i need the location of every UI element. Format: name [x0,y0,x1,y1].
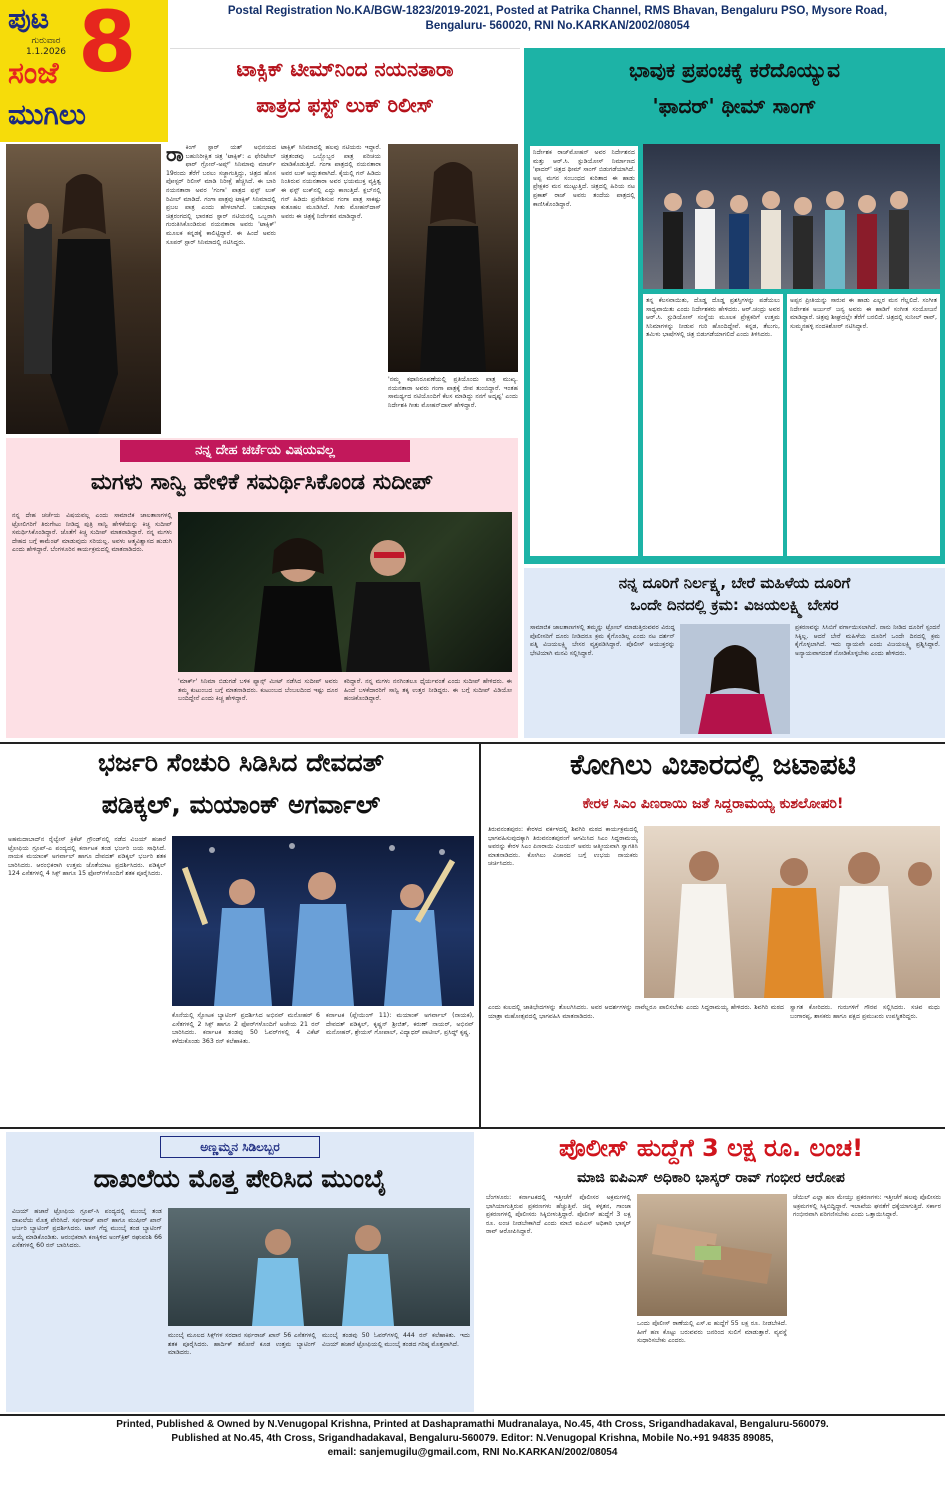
police-body-col1: ಬೆಂಗಳೂರು: ಕರ್ನಾಟಕದಲ್ಲಿ ಇತ್ತೀಚೆಗೆ ಪೊಲೀಸರ ಅಕ್ರಮಗಳಲ್ಲಿ ಭಾಗಿಯಾಗುತ್ತಿರುವ ಪ್ರಕರಣಗಳು ಹೆಚ್ಚುತ್ತಿವೆ. ಚಿನ್ನ ಕಳ್ಳತನ, ಗಾಂಜಾ ಪ್ರಕರಣಗಳಲ್ಲಿ ಪೊಲೀಸರು ಸಿಕ್ಕಿಬೀಳುತ್ತಿದ್ದಾರೆ. ಪೊಲೀಸ್ ಹುದ್ದೆಗೆ 3 ಲಕ್ಷ ರೂ. ಲಂಚ ನೀಡಬೇಕಾಗಿದೆ ಎಂದು ಮಾಜಿ ಐಪಿಎಸ್ ಅಧಿಕಾರಿ ಭಾಸ್ಕರ್ ರಾವ್ ಆರೋಪಿಸಿದ್ದಾರೆ. [486,1194,631,1236]
sudeep-kicker: ನನ್ನ ದೇಹ ಚರ್ಚೆಯ ವಿಷಯವಲ್ಲ [120,440,410,462]
padikkal-players-illustration [172,836,474,1006]
nayanthara-headline-line1: ಟಾಕ್ಸಿಕ್ ಟೀಮ್‌ನಿಂದ ನಯನತಾರಾ [236,57,454,81]
footer [0,1418,945,1460]
issue-day: ಗುರುವಾರ [31,36,61,46]
mumbai-kicker: ಅಣ್ಣಮ್ಮನ ಸಿಡಿಲಬ್ಬರ [160,1136,320,1158]
sudeep-photo [178,512,512,672]
paper-name-line2: ಮುಗಿಲು [8,98,86,131]
nayanthara-headline-line2: ಪಾತ್ರದ ಫಸ್ಟ್ ಲುಕ್ ರಿಲೀಸ್ [256,93,434,117]
siddaramaiah-subhead: ಕೇರಳ ಸಿಎಂ ಪಿಣರಾಯಿ ಜತೆ ಸಿದ್ದರಾಮಯ್ಯ ಕುಶಲೋಪರಿ! [582,796,844,812]
nayanthara-photo-large [6,144,161,434]
vijayalakshmi-headline-line2: ಒಂದೇ ದಿನದಲ್ಲಿ ಕ್ರಮ: ವಿಜಯಲಕ್ಷ್ಮಿ ಬೇಸರ [630,596,839,614]
issue-date: 1.1.2026 [25,47,67,57]
sudeep-body-col2: 'ಮಾರ್ಕ್' ಸಿನಿಮಾ ಬಿಡುಗಡೆ ಬಳಿಕ ಫ್ಯಾನ್ಸ್ ಮೀಟ್ ನಡೆಸಿದ ಸುದೀಪ್ ಅವರು ತಮ್ಮ ಕುಟುಂಬದ ಬಗ್ಗೆ ಮಾತನಾಡಿದರು. ಕುಟುಂಬದ ಬೆಂಬಲದಿಂದ ಇಷ್ಟು ದೂರ ಬಂದಿದ್ದೇನೆ ಎಂದು ಕಿಚ್ಚ ಹೇಳಿದ್ದಾರೆ. [178,678,338,703]
padikkal-body-col1: ಅಹಮದಾಬಾದ್‌ನ ರೈಲ್ವೇಸ್ ಕ್ರಿಕೆಟ್ ಗ್ರೌಂಡ್‌ನಲ್ಲಿ ನಡೆದ ವಿಜಯ್ ಹಜಾರೆ ಟ್ರೋಫಿಯ ಗ್ರೂಪ್-ಎ ಪಂದ್ಯದಲ್ಲಿ ಕರ್ನಾಟಕ ತಂಡ ಭರ್ಜರಿ ಜಯ ಸಾಧಿಸಿದೆ. ನಾಯಕ ಮಯಾಂಕ್ ಅಗರ್ವಾಲ್ ಹಾಗೂ ದೇವದತ್ ಪಡಿಕ್ಕಲ್ ಭರ್ಜರಿ ಶತಕ ಬಾರಿಸಿದರು. ಆರಂಭಿಕರಾಗಿ ಉತ್ತಮ ಜೊತೆಯಾಟ ಪ್ರದರ್ಶಿಸಿದರು. ಪಡಿಕ್ಕಲ್ 124 ಎಸೆತಗಳಲ್ಲಿ 4 ಸಿಕ್ಸ್ ಹಾಗೂ 15 ಫೋರ್‌ಗಳೊಂದಿಗೆ ಶತಕ ಪೂರೈಸಿದರು. [8,836,166,878]
masthead [0,0,168,142]
father-song-headline-line1: ಭಾವುಕ ಪ್ರಪಂಚಕ್ಕೆ ಕರೆದೊಯ್ಯುವ [629,58,840,82]
father-song-team-illustration [643,144,940,289]
mumbai-players-illustration [168,1208,470,1326]
vijayalakshmi-portrait-illustration [680,624,790,734]
page-label: ಪುಟ [8,2,50,35]
siddaramaiah-greeting-illustration [644,826,940,998]
nayanthara-photo-small [388,144,518,372]
sudeep-headline: ಮಗಳು ಸಾನ್ವಿ ಹೇಳಿಕೆ ಸಮರ್ಥಿಸಿಕೊಂಡ ಸುದೀಪ್ [90,470,434,495]
footer-line-1: Printed, Published & Owned by N.Venugopal Krishna, Printed at Dashapramathi Mudranalaya, No.45, 4th Cross, Srigandhadakaval, Bengaluru-560079. [116,1419,829,1430]
siddaramaiah-body-col2: ಎಂದು ಕುಲದಲ್ಲಿ ಜಾತಿಭೇದಗಳನ್ನು ತೊಲಗಿಸಿದರು. ಅವರ ಆದರ್ಶಗಳನ್ನು ನಾವೆಲ್ಲರೂ ಪಾಲಿಸಬೇಕು ಎಂದು ಸಿದ್ದರಾಮಯ್ಯ ಹೇಳಿದರು. ಶಿವಗಿರಿ ಮಠದ ಯಾತ್ರಾ ಮಹೋತ್ಸವದಲ್ಲಿ ಭಾಗವಹಿಸಿ ಮಾತನಾಡಿದರು. [488,1004,784,1020]
nayanthara-headline-box [170,48,520,140]
vijayalakshmi-headline-line1: ನನ್ನ ದೂರಿಗೆ ನಿರ್ಲಕ್ಷ್ಯ, ಬೇರೆ ಮಹಿಳೆಯ ದೂರಿಗೆ [618,574,851,592]
nayanthara-body-col3: 'ನಮ್ಮ ಕಥಾನಿರೂಪಣೆಯಲ್ಲಿ ಪ್ರತಿಯೊಂದು ಪಾತ್ರ ಮುಖ್ಯ. ನಯನತಾರಾ ಅವರು ಗಂಗಾ ಪಾತ್ರಕ್ಕೆ ಜೀವ ತುಂಬಿದ್ದಾರೆ. ಇಂತಹ ಸಾಮರ್ಥ್ಯದ ನಟಿಯೊಂದಿಗೆ ಕೆಲಸ ಮಾಡಿದ್ದು ನನಗೆ ಅದೃಷ್ಟ' ಎಂದು ನಿರ್ದೇಶಕಿ ಗೀತು ಮೋಹನ್‌ದಾಸ್ ಹೇಳಿದ್ದಾರೆ. [388,376,518,409]
mumbai-body-col1: ವಿಜಯ್ ಹಜಾರೆ ಟ್ರೋಫಿಯ ಗ್ರೂಪ್-ಸಿ ಪಂದ್ಯದಲ್ಲಿ ಮುಂಬೈ ತಂಡ ದಾಖಲೆಯ ಮೊತ್ತ ಪೇರಿಸಿದೆ. ಸರ್ಫರಾಜ್ ಖಾನ್ ಹಾಗೂ ಮುಷೀರ್ ಖಾನ್ ಭರ್ಜರಿ ಬ್ಯಾಟಿಂಗ್ ಪ್ರದರ್ಶಿಸಿದರು. ಟಾಸ್ ಗೆದ್ದ ಮುಂಬೈ ತಂಡ ಬ್ಯಾಟಿಂಗ್ ಆಯ್ಕೆ ಮಾಡಿಕೊಂಡಿತು. ಆರಂಭಿಕರಾಗಿ ಕಣಕ್ಕಿಳಿದ ಅಂಗ್‌ಕ್ರಿಶ್ ರಘುವಂಶಿ 66 ಎಸೆತಗಳಲ್ಲಿ 60 ರನ್ ಬಾರಿಸಿದರು. [12,1208,162,1250]
police-headline: ಪೊಲೀಸ್ ಹುದ್ದೆಗೆ 3 ಲಕ್ಷ ರೂ. ಲಂಚ! [558,1134,864,1162]
postal-registration [170,4,945,34]
father-song-headline-box [524,48,945,140]
vijayalakshmi-body-col2: ಪ್ರಕರಣವನ್ನು ಸಿಸಿಬಿಗೆ ವರ್ಗಾಯಿಸಲಾಗಿದೆ. ನಾನು ನೀಡಿದ ದೂರಿಗೆ ಸ್ಪಂದನೆ ಸಿಕ್ಕಿಲ್ಲ. ಆದರೆ ಬೇರೆ ಮಹಿಳೆಯ ದೂರಿಗೆ ಒಂದೇ ದಿನದಲ್ಲಿ ಕ್ರಮ ಕೈಗೊಳ್ಳಲಾಗಿದೆ. ಇದು ನ್ಯಾಯವೇ ಎಂದು ವಿಜಯಲಕ್ಷ್ಮಿ ಪ್ರಶ್ನಿಸಿದ್ದಾರೆ. ಅನ್ಯಾಯವಾಗದಂತೆ ನೋಡಿಕೊಳ್ಳಬೇಕು ಎಂದು ಹೇಳಿದರು. [795,624,940,657]
nayanthara-portrait-illustration [388,144,518,372]
padikkal-body-col2: ಕೊನೆಯಲ್ಲಿ ಸ್ಫೋಟಕ ಬ್ಯಾಟಿಂಗ್ ಪ್ರದರ್ಶಿಸಿದ ಅಭಿನವ್ ಮನೋಹರ್ 6 ಎಸೆತಗಳಲ್ಲಿ 2 ಸಿಕ್ಸ್ ಹಾಗೂ 2 ಫೋರ್‌ಗಳೊಂದಿಗೆ ಅಜೇಯ 21 ರನ್ ಬಾರಿಸಿದರು. ಕರ್ನಾಟಕ ತಂಡವು 50 ಓವರ್‌ಗಳಲ್ಲಿ 4 ವಿಕೆಟ್ ಕಳೆದುಕೊಂಡು 363 ರನ್ ಕಲೆಹಾಕಿತು. [172,1012,320,1045]
sudeep-portrait-illustration [178,512,512,672]
vijayalakshmi-body-col1: ಸಾಮಾಜಿಕ ಜಾಲತಾಣಗಳಲ್ಲಿ ತಮ್ಮನ್ನು ಟ್ರೋಲ್ ಮಾಡುತ್ತಿರುವವರ ವಿರುದ್ಧ ಪೊಲೀಸರಿಗೆ ದೂರು ನೀಡಿದರೂ ಕ್ರಮ ಕೈಗೊಂಡಿಲ್ಲ ಎಂದು ನಟ ದರ್ಶನ್ ಪತ್ನಿ ವಿಜಯಲಕ್ಷ್ಮಿ ಬೇಸರ ವ್ಯಕ್ತಪಡಿಸಿದ್ದಾರೆ. ಪೊಲೀಸ್ ಆಯುಕ್ತರನ್ನು ಭೇಟಿಯಾಗಿ ಮನವಿ ಸಲ್ಲಿಸಿದ್ದಾರೆ. [530,624,675,657]
mumbai-headline: ದಾಖಲೆಯ ಮೊತ್ತ ಪೇರಿಸಿದ ಮುಂಬೈ [93,1164,387,1193]
mumbai-photo [168,1208,470,1326]
police-body-col3: ಚೆಯಿಲ್ ಎಲ್ಲಾ ಹಣ ಮೇಯ್ತು ಪ್ರಕರಣಗಳು: ಇತ್ತೀಚೆಗೆ ಹಲವು ಪೊಲೀಸರು ಅಕ್ರಮಗಳಲ್ಲಿ ಸಿಕ್ಕಿಬಿದ್ದಿದ್ದಾರೆ. ಇಲಾಖೆಯ ಘನತೆಗೆ ಧಕ್ಕೆಯಾಗುತ್ತಿದೆ. ಸರ್ಕಾರ ಗಂಭೀರವಾಗಿ ಪರಿಗಣಿಸಬೇಕು ಎಂದು ಒತ್ತಾಯಿಸಿದ್ದಾರೆ. [793,1194,941,1219]
sudeep-body-col3: ಕರಿದ್ದಾರೆ. ನನ್ನ ಮಗಳು ನನಗಿಂತಲೂ ಧೈರ್ಯವಂತೆ ಎಂದು ಸುದೀಪ್ ಹೇಳಿದರು. ಈ ಹಿಂದೆ ಬಳಕೆದಾರರಿಗೆ ಸಾನ್ವಿ ತಕ್ಕ ಉತ್ತರ ನೀಡಿದ್ದರು. ಈ ಬಗ್ಗೆ ಸುದೀಪ್ ವಿಡಿಯೋ ಹಂಚಿಕೊಂಡಿದ್ದಾರೆ. [344,678,512,703]
vijayalakshmi-photo [680,624,790,734]
nayanthara-body-col1 [166,144,276,434]
section-divider-horizontal-2 [0,1127,945,1129]
father-song-body-col2: ತನ್ನ ಕೆಲಸವಾಯಿತು, ದೊಡ್ಡ ದೊಡ್ಡ ಪ್ರಶಸ್ತಿಗಳನ್ನು ಪಡೆಯಲು ಸಾಧ್ಯವಾಯಿತು ಎಂದು ನಿರ್ದೇಶಕರು ಹೇಳಿದರು. ಆರ್.ಚಂದ್ರು ಅವರ ಆರ್.ಸಿ. ಸ್ಟುಡಿಯೋಸ್ ಸಂಸ್ಥೆಯ ಮೂಲಕ ಪ್ರೇಕ್ಷಕರಿಗೆ ಉತ್ತಮ ಸಿನಿಮಾಗಳನ್ನು ನೀಡುವ ಗುರಿ ಹೊಂದಿದ್ದೇವೆ. ಕನ್ನಡ, ತೆಲುಗು, ತಮಿಳು ಭಾಷೆಗಳಲ್ಲಿ ಚಿತ್ರ ಬಿಡುಗಡೆಯಾಗಲಿದೆ ಎಂದು ತಿಳಿಸಿದರು. [643,294,783,556]
police-body-col2: ಒಂದು ಪೊಲೀಸ್ ಠಾಣೆಯಲ್ಲಿ ಎಸ್.ಐ ಹುದ್ದೆಗೆ 55 ಲಕ್ಷ ರೂ. ನೀಡಬೇಕಿದೆ. ಹೀಗೆ ಹಣ ಕೊಟ್ಟು ಬರುವವರು ಜನರಿಂದ ಸುಲಿಗೆ ಮಾಡುತ್ತಾರೆ. ವ್ಯವಸ್ಥೆ ಸುಧಾರಿಸಬೇಕು ಎಂದರು. [637,1320,787,1345]
footer-divider [0,1414,945,1416]
page-number: 8 [78,0,137,91]
postal-line-2: Bengaluru- 560020, RNI No.KARKAN/2002/08054 [425,20,690,32]
mumbai-body-col2: ಮುಂಬೈ ಮೂಲದ ಸಿಕ್ಸ್‌ಗಳ ಸರದಾರ ಸರ್ಫರಾಜ್ ಖಾನ್ 56 ಎಸೆತಗಳಲ್ಲಿ ಶತಕ ಪೂರೈಸಿದರು. ಹಾರ್ದಿಕ್ ತಮೋರೆ ಕೂಡ ಉತ್ತಮ ಬ್ಯಾಟಿಂಗ್ ಮಾಡಿದರು. [168,1332,316,1357]
footer-line-2: Published at No.45, 4th Cross, Srigandhadakaval, Bengaluru-560079. Editor: N.Venugopal Krishna, Mobile No.+91 94835 89085, [171,1433,774,1444]
police-subhead: ಮಾಜಿ ಐಪಿಎಸ್ ಅಧಿಕಾರಿ ಭಾಸ್ಕರ್ ರಾವ್ ಗಂಭೀರ ಆರೋಪ [577,1170,845,1186]
police-photo [637,1194,787,1316]
sudeep-body-col1: ನನ್ನ ದೇಹ ಚರ್ಚೆಯ ವಿಷಯವಲ್ಲ ಎಂದು ಸಾಮಾಜಿಕ ಜಾಲತಾಣಗಳಲ್ಲಿ ಟ್ರೋಲಿಗರಿಗೆ ತಿರುಗೇಟು ನೀಡಿದ್ದ ಪುತ್ರಿ ಸಾನ್ವಿ ಹೇಳಿಕೆಯನ್ನು ಕಿಚ್ಚ ಸುದೀಪ್ ಸಮರ್ಥಿಸಿಕೊಂಡಿದ್ದಾರೆ. ಜೊತೆಗೆ ಕಿಚ್ಚ ಸುದೀಪ್ ಮಾತನಾಡಿದ್ದಾರೆ. ನನ್ನ ಮಗಳು ದೇಹದ ಬಗ್ಗೆ ಕಾಮೆಂಟ್ ಮಾಡುವುದು ಸರಿಯಲ್ಲ. ಅವಳು ಆತ್ಮವಿಶ್ವಾಸದ ಹುಡುಗಿ ಎಂದು ಹೇಳಿದ್ದಾರೆ. ಬೆಂಗಳೂರಿನ ಕಾರ್ಯಕ್ರಮದಲ್ಲಿ ಮಾತನಾಡಿದರು. [12,512,172,554]
padikkal-headline-line2: ಪಡಿಕ್ಕಲ್, ಮಯಾಂಕ್ ಅಗರ್ವಾಲ್ [101,790,381,819]
siddaramaiah-body-col3: ಸ್ವಾಗತ ಕೋರಿದರು. ಗುರುಗಳಿಗೆ ಗೌರವ ಸಲ್ಲಿಸಿದರು. ಸಚಿವ ಮಧು ಬಂಗಾರಪ್ಪ, ಶಾಸಕರು ಹಾಗೂ ಪಕ್ಷದ ಪ್ರಮುಖರು ಉಪಸ್ಥಿತರಿದ್ದರು. [790,1004,940,1020]
father-song-body-col1: ನಿರ್ದೇಶಕ ರಾಜ್‌ಮೋಹನ್ ಅವರ ನಿರ್ದೇಶನದ ಮತ್ತು ಆರ್.ಸಿ. ಸ್ಟುಡಿಯೋಸ್ ನಿರ್ಮಾಣದ 'ಫಾದರ್' ಚಿತ್ರದ ಥೀಮ್ ಸಾಂಗ್ ಬಿಡುಗಡೆಯಾಗಿದೆ. ಅಪ್ಪ ಮಗನ ಸಂಬಂಧದ ಕುರಿತಾದ ಈ ಹಾಡು ಪ್ರೇಕ್ಷಕರ ಮನ ಮುಟ್ಟುತ್ತಿದೆ. ಚಿತ್ರದಲ್ಲಿ ಹಿರಿಯ ನಟ ಪ್ರಕಾಶ್ ರಾಜ್ ಅವರು ತಂದೆಯ ಪಾತ್ರದಲ್ಲಿ ಕಾಣಿಸಿಕೊಂಡಿದ್ದಾರೆ. [530,146,638,556]
nayanthara-drop-cap: ರಾ [166,144,184,166]
nayanthara-figure-illustration [6,144,161,434]
nayanthara-body-col2: ಟಾಕ್ಸಿಕ್ ಸಿನಿಮಾದಲ್ಲಿ ಹಲವು ನಟಿಯರು ಇದ್ದಾರೆ. ಚಿತ್ರತಂಡವು ಒಬ್ಬೊಬ್ಬರ ಪಾತ್ರ ಪರಿಚಯ ಮಾಡಿಕೊಡುತ್ತಿದೆ. ಗಂಗಾ ಪಾತ್ರದಲ್ಲಿ ನಯನತಾರಾ ಅವರ ಲುಕ್ ಅದ್ಭುತವಾಗಿದೆ. ಕೈಯಲ್ಲಿ ಗನ್ ಹಿಡಿದು ನಿಂತಿರುವ ನಯನತಾರಾ ಅವರ ಭಯಮುಕ್ತ ವ್ಯಕ್ತಿತ್ವ ಈ ಫಸ್ಟ್ ಲುಕ್‌ನಲ್ಲಿ ಎದ್ದು ಕಾಣುತ್ತಿದೆ. ಕ್ಲಬ್‌ನಲ್ಲಿ ಗನ್ ಹಿಡಿದು ಪ್ರವೇಶಿಸುವ ಗಂಗಾ ಪಾತ್ರ ಸಾಕಷ್ಟು ಕುತೂಹಲ ಮೂಡಿಸಿದೆ. ಗೀತು ಮೋಹನ್‌ದಾಸ್ ಅವರು ಈ ಚಿತ್ರಕ್ಕೆ ನಿರ್ದೇಶನ ಮಾಡಿದ್ದಾರೆ. [281,144,381,220]
father-song-headline-line2: 'ಫಾದರ್' ಥೀಮ್ ಸಾಂಗ್ [652,94,817,118]
section-divider-vertical [479,744,481,1128]
mumbai-body-col3: ಮುಂಬೈ ತಂಡವು 50 ಓವರ್‌ಗಳಲ್ಲಿ 444 ರನ್ ಕಲೆಹಾಕಿತು. ಇದು ವಿಜಯ್ ಹಜಾರೆ ಟ್ರೋಫಿಯಲ್ಲಿ ಮುಂಬೈ ತಂಡದ ಗರಿಷ್ಠ ಮೊತ್ತವಾಗಿದೆ. [322,1332,470,1348]
padikkal-body-col3: ಕರ್ನಾಟಕ (ಪ್ಲೇಯಿಂಗ್ 11): ಮಯಾಂಕ್ ಅಗರ್ವಾಲ್ (ನಾಯಕ), ದೇವದತ್ ಪಡಿಕ್ಕಲ್, ಕೃಷ್ಣನ್ ಶ್ರೀಜಿತ್, ಕರುಣ್ ನಾಯರ್, ಅಭಿನವ್ ಮನೋಹರ್, ಶ್ರೇಯಸ್ ಗೋಪಾಲ್, ವಿದ್ಯಾಧರ್ ಪಾಟೀಲ್, ಪ್ರಸಿದ್ಧ್ ಕೃಷ್ಣ. [326,1012,474,1037]
postal-line-1: Postal Registration No.KA/BGW-1823/2019-2021, Posted at Patrika Channel, RMS Bhavan, Bengaluru PSO, Mysore Road, [227,5,888,17]
father-song-photo [643,144,940,289]
footer-line-3: email: sanjemugilu@gmail.com, RNI No.KARKAN/2002/08054 [327,1447,618,1458]
siddaramaiah-body-col1: ತಿರುವನಂತಪುರಂ: ಕೇರಳದ ವರ್ಕಳದಲ್ಲಿ ಶಿವಗಿರಿ ಮಠದ ಕಾರ್ಯಕ್ರಮದಲ್ಲಿ ಭಾಗವಹಿಸುವುದಕ್ಕಾಗಿ ತಿರುವನಂತಪುರಂಗೆ ಆಗಮಿಸಿದ ಸಿಎಂ ಸಿದ್ದರಾಮಯ್ಯ ಅವರನ್ನು ಕೇರಳ ಸಿಎಂ ಪಿಣರಾಯಿ ವಿಜಯನ್ ಅವರು ಆತ್ಮೀಯವಾಗಿ ಸ್ವಾಗತಿಸಿ ಮಾತನಾಡಿದರು. ಕೋಗಿಲು ವಿಚಾರದ ಬಗ್ಗೆ ಉಭಯ ನಾಯಕರು ಚರ್ಚಿಸಿದರು. [488,826,638,868]
section-divider-horizontal [0,742,945,744]
padikkal-photo [172,836,474,1006]
padikkal-headline-line1: ಭರ್ಜರಿ ಸೆಂಚುರಿ ಸಿಡಿಸಿದ ದೇವದತ್ [97,748,385,777]
nayanthara-col1-text: ಕಿಂಗ್ ಸ್ಟಾರ್ ಯಶ್ ಅಭಿನಯದ ಬಹುನಿರೀಕ್ಷಿತ ಚಿತ್ರ 'ಟಾಕ್ಸಿಕ್: ಎ ಫೇರಿಟೇಲ್ ಫಾರ್ ಗ್ರೋನ್-ಅಪ್ಸ್' ಸಿನಿಮಾವು ಮಾರ್ಚ್ 19ರಂದು ತೆರೆಗೆ ಬರಲು ಸಜ್ಜಾಗುತ್ತಿದ್ದು, ಚಿತ್ರದ ಹೊಸ ಪೋಸ್ಟರ್ ರಿಲೀಸ್ ಮಾಡಿ ನಿರೀಕ್ಷೆ ಹೆಚ್ಚಿಸಿದೆ. ಈ ಬಾರಿ ನಯನತಾರಾ ಅವರ 'ಗಂಗಾ' ಪಾತ್ರದ ಫಸ್ಟ್ ಲುಕ್ ರಿವೀಲ್ ಮಾಡಿದೆ. ಗಂಗಾ ಪಾತ್ರವು ಟಾಕ್ಸಿಕ್ ಸಿನಿಮಾದಲ್ಲಿ ಪ್ರಬಲ ಪಾತ್ರ ಎಂದು ಹೇಳಲಾಗಿದೆ. ಬಹುಭಾಷಾ ಚಿತ್ರರಂಗದಲ್ಲಿ ಭಾರತದ ಸ್ಟಾರ್ ನಟಿಯರಲ್ಲಿ ಒಬ್ಬರಾಗಿ ಗುರುತಿಸಿಕೊಂಡಿರುವ ನಯನತಾರಾ ಅವರು 'ಟಾಕ್ಸಿಕ್' ಮೂಲಕ ಕನ್ನಡಕ್ಕೆ ಕಾಲಿಟ್ಟಿದ್ದಾರೆ. ಈ ಹಿಂದೆ ಅವರು ಸೂಪರ್ ಸ್ಟಾರ್ ಸಿನಿಮಾದಲ್ಲಿ ನಟಿಸಿದ್ದರು. [166,144,276,246]
siddaramaiah-headline: ಕೋಗಿಲು ವಿಚಾರದಲ್ಲಿ ಜಟಾಪಟಿ [570,748,856,781]
police-bribe-illustration [637,1194,787,1316]
father-song-body-col3: ಅಪ್ಪನ ಪ್ರೀತಿಯನ್ನು ಸಾರುವ ಈ ಹಾಡು ಎಲ್ಲರ ಮನ ಗೆಲ್ಲಲಿದೆ. ಸಂಗೀತ ನಿರ್ದೇಶಕ ಅರ್ಜುನ್ ಜನ್ಯ ಅವರು ಈ ಹಾಡಿಗೆ ಸಂಗೀತ ಸಂಯೋಜನೆ ಮಾಡಿದ್ದಾರೆ. ಚಿತ್ರವು ಶೀಘ್ರದಲ್ಲೇ ತೆರೆಗೆ ಬರಲಿದೆ. ಚಿತ್ರದಲ್ಲಿ ಸುನೀಲ್ ರಾವ್, ಸುಮ್ಮನಹಳ್ಳಿ ನಂದಕಿಶೋರ್ ನಟಿಸಿದ್ದಾರೆ. [787,294,940,556]
siddaramaiah-photo [644,826,940,998]
paper-name-line1: ಸಂಜೆ [8,56,59,91]
